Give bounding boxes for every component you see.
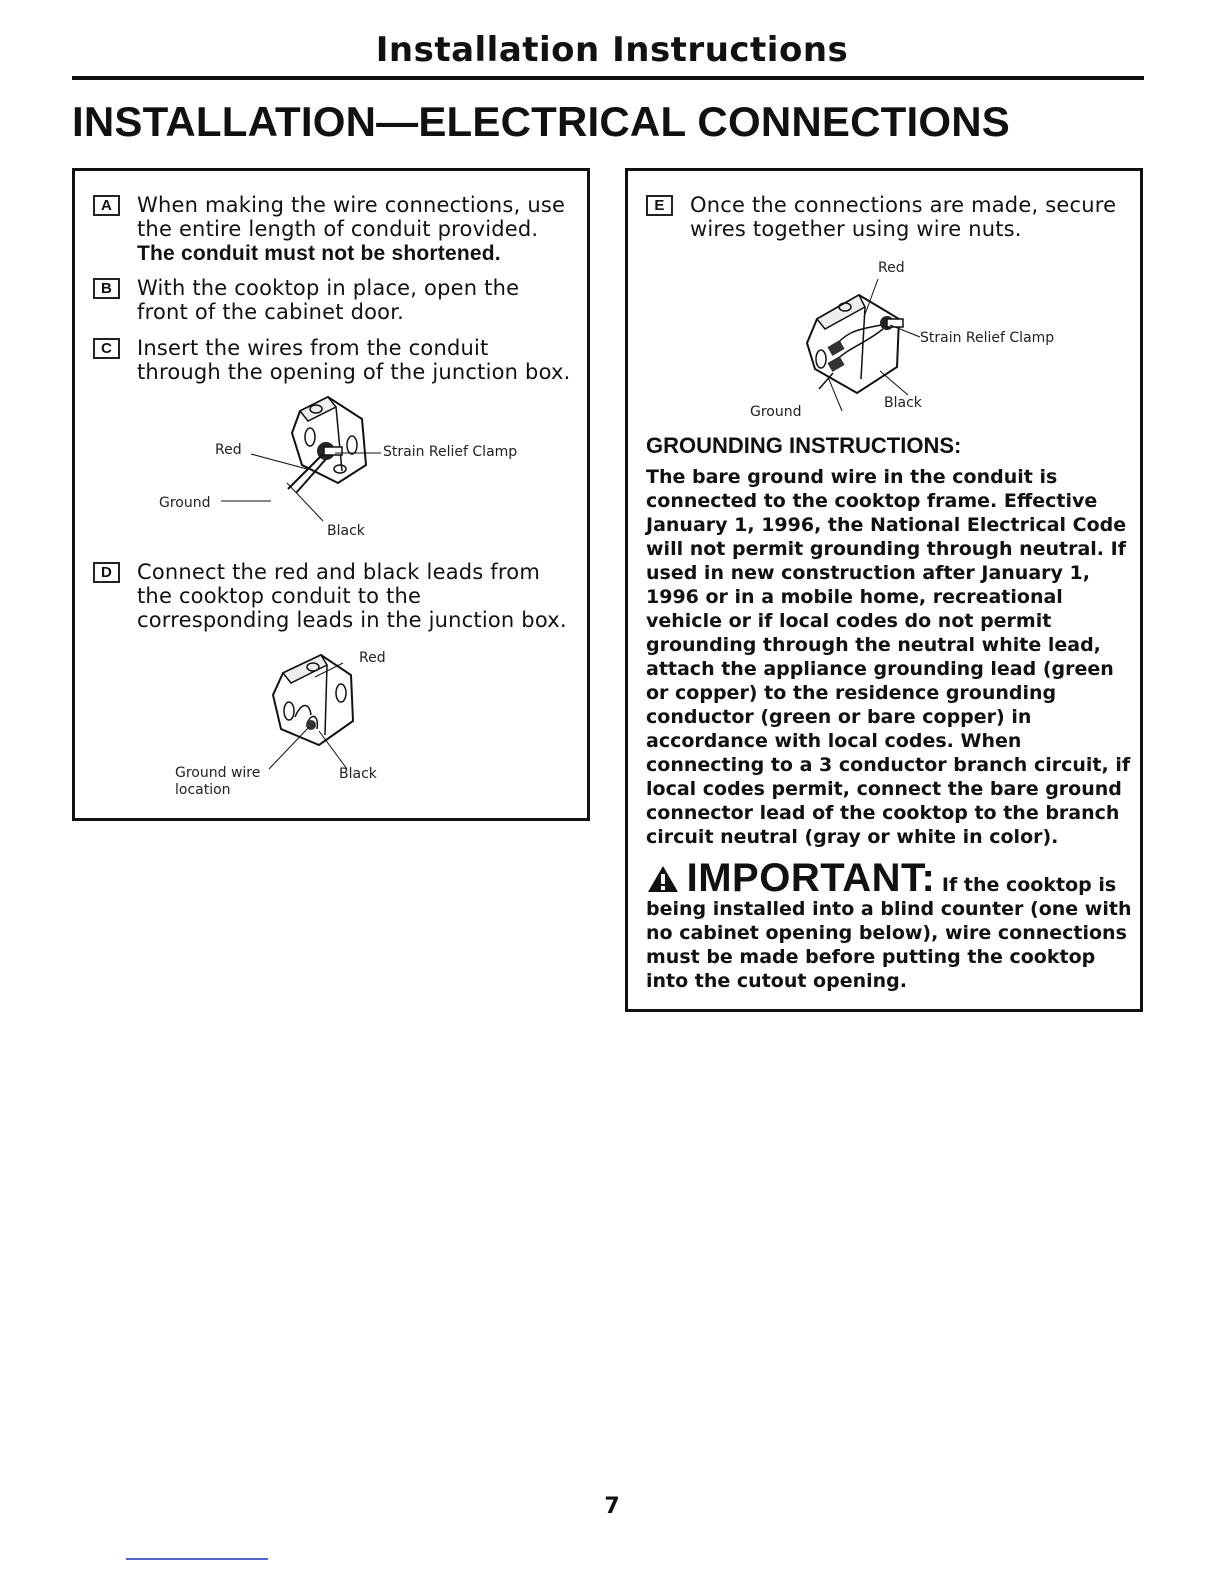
step-a-body: When making the wire connections, use the entire length of conduit provided.	[137, 193, 566, 241]
step-c-text: Insert the wires from the conduit through the opening of the junction box.	[137, 336, 571, 384]
figure-d-ground-wire-label: Ground wire	[175, 765, 261, 781]
figure-c-ground-label: Ground	[159, 495, 211, 511]
step-badge-d: D	[93, 562, 120, 583]
right-instructions-panel	[625, 168, 1143, 1012]
running-header: Installation Instructions	[375, 30, 849, 70]
section-title: INSTALLATION—ELECTRICAL CONNECTIONS	[72, 98, 1010, 145]
step-e-text: Once the connections are made, secure wires together using wire nuts.	[690, 193, 1117, 241]
header-rule	[72, 76, 1144, 80]
figure-d-leader-lines	[75, 171, 593, 824]
step-b-text: With the cooktop in place, open the front of the cabinet door.	[137, 276, 520, 324]
warning-triangle-icon	[646, 864, 680, 894]
step-badge-c: C	[93, 338, 120, 359]
figure-c-strain-relief-clamp-label: Strain Relief Clamp	[383, 444, 518, 460]
step-badge-b: B	[93, 278, 120, 299]
step-a-warning: The conduit must not be shortened.	[137, 242, 501, 265]
figure-d-red-label: Red	[359, 650, 386, 666]
page-number: 7	[604, 1494, 620, 1519]
figure-e-ground-label: Ground	[750, 404, 802, 420]
important-notice	[646, 856, 1136, 993]
figure-c-black-label: Black	[327, 523, 365, 539]
grounding-instructions-heading: GROUNDING INSTRUCTIONS:	[646, 433, 962, 458]
figure-d-black-label: Black	[339, 766, 377, 782]
figure-e-red-label: Red	[878, 260, 905, 276]
step-badge-e: E	[646, 195, 673, 216]
figure-d-ground-wire-location-label: location	[175, 782, 231, 798]
figure-c-red-label: Red	[215, 442, 242, 458]
grounding-instructions-body: The bare ground wire in the conduit is connected to the cooktop frame. Effective January 1, 1996, the National Electrical Code will not permit grounding through neutral. If used in new construction after January 1, 1996 or in a mobile home, recreational vehicle or if local codes do not permit grounding through the neutral white lead, attach the appliance grounding lead (green or copper) to the residence grounding conductor (green or bare copper) in accordance with local codes. When connecting to a 3 conductor branch circuit, if local codes permit, connect the bare ground connector lead of the cooktop to the branch circuit neutral (gray or white in color).	[646, 466, 1131, 848]
step-badge-a: A	[93, 195, 120, 216]
figure-e-strain-relief-clamp-label: Strain Relief Clamp	[920, 330, 1055, 346]
footer-link-underline[interactable]	[126, 1558, 268, 1560]
left-instructions-panel	[72, 168, 590, 821]
step-d-text: Connect the red and black leads from the cooktop conduit to the corresponding leads in the junction box.	[137, 560, 567, 632]
important-text: If the cooktop is being installed into a blind counter (one with no cabinet opening below), wire connections must be made before putting the cooktop into the cutout opening.	[646, 874, 1132, 992]
figure-e-black-label: Black	[884, 395, 922, 411]
important-word: IMPORTANT:	[686, 856, 936, 900]
